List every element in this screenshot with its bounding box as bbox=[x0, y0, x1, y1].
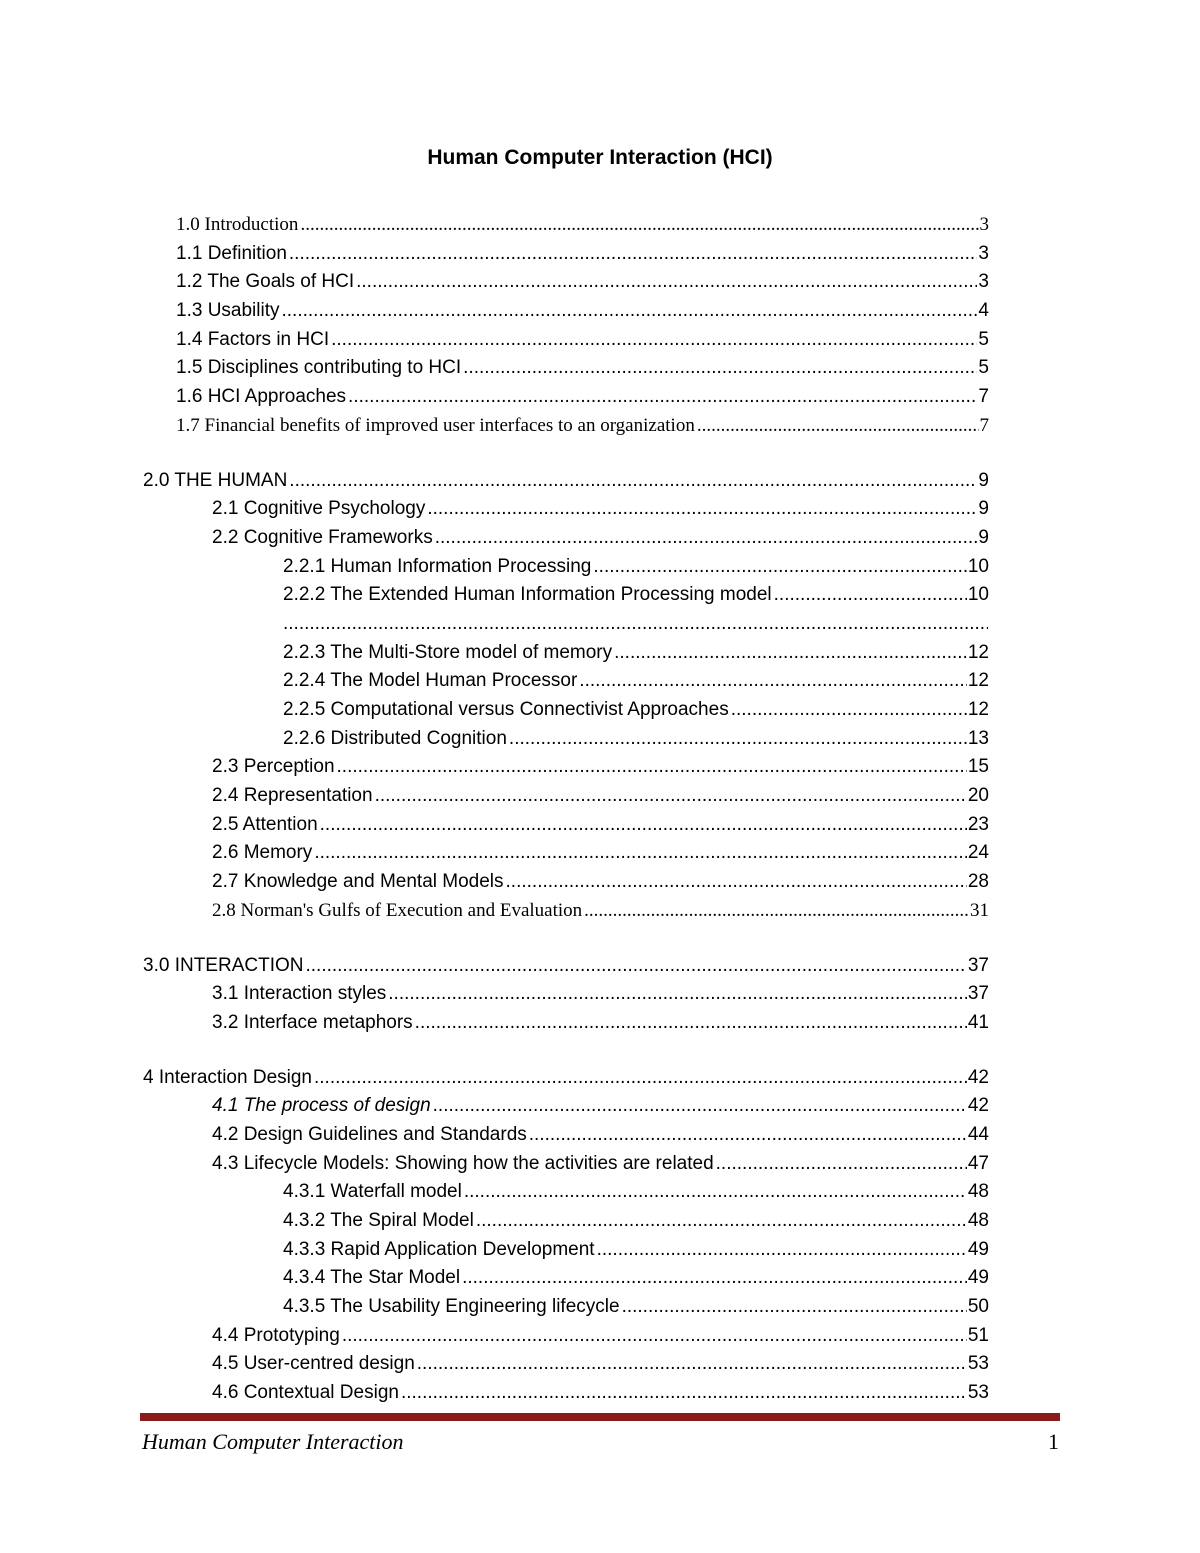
toc-entry-label: 2.6 Memory bbox=[212, 842, 313, 864]
toc-entry[interactable] bbox=[283, 553, 989, 582]
toc-entry-label: 3.2 Interface metaphors bbox=[212, 1011, 413, 1033]
toc-dot-leader bbox=[300, 211, 978, 240]
toc-entry-label: 1.4 Factors in HCI bbox=[176, 328, 330, 350]
toc-entry-label: 2.3 Perception bbox=[212, 756, 335, 778]
toc-entry[interactable] bbox=[143, 952, 989, 981]
toc-entry-label: 1.0 Introduction bbox=[176, 214, 299, 235]
toc-entry[interactable] bbox=[283, 639, 989, 668]
toc-entry-page: 49 bbox=[967, 1238, 989, 1260]
toc-entry-label: 3.0 INTERACTION bbox=[143, 954, 304, 976]
toc-entry-page: 44 bbox=[967, 1123, 989, 1145]
toc-entry-page: 12 bbox=[967, 641, 989, 663]
toc-entry-page: 9 bbox=[978, 469, 989, 491]
toc-dot-leader bbox=[356, 268, 977, 297]
toc-entry-page: 53 bbox=[967, 1382, 989, 1404]
toc-dot-leader bbox=[584, 897, 969, 926]
toc-entry-page: 47 bbox=[967, 1152, 989, 1174]
toc-entry[interactable] bbox=[212, 1350, 989, 1379]
toc-entry-page: 12 bbox=[967, 670, 989, 692]
toc-entry-page: 13 bbox=[967, 727, 989, 749]
toc-dot-leader bbox=[597, 1236, 967, 1265]
toc-entry-page: 48 bbox=[967, 1181, 989, 1203]
table-of-contents bbox=[0, 211, 1200, 1408]
toc-entry[interactable] bbox=[283, 581, 989, 610]
toc-entry-label: 4.3.5 The Usability Engineering lifecycle bbox=[283, 1296, 620, 1318]
toc-entry-label: 1.7 Financial benefits of improved user interfaces to an organization bbox=[176, 414, 695, 436]
toc-entry-page: 3 bbox=[978, 242, 989, 264]
toc-dot-leader bbox=[320, 811, 967, 840]
toc-entry-page: 53 bbox=[967, 1353, 989, 1375]
toc-entry[interactable] bbox=[143, 467, 989, 496]
toc-entry-page: 51 bbox=[967, 1324, 989, 1346]
toc-dot-leader bbox=[348, 383, 977, 412]
toc-entry-label: 2.2 Cognitive Frameworks bbox=[212, 526, 433, 548]
toc-entry[interactable] bbox=[176, 383, 989, 412]
toc-entry-label: 4.3.4 The Star Model bbox=[283, 1267, 461, 1289]
toc-dot-leader bbox=[305, 952, 966, 981]
toc-entry-label: 2.2.6 Distributed Cognition bbox=[283, 727, 507, 749]
toc-entry-label: 2.2.2 The Extended Human Information Processing model bbox=[283, 584, 772, 606]
toc-entry-page: 37 bbox=[967, 983, 989, 1005]
toc-entry[interactable] bbox=[212, 980, 989, 1009]
toc-entry-label: 4.5 User-centred design bbox=[212, 1353, 415, 1375]
toc-entry[interactable] bbox=[176, 211, 989, 240]
toc-section-gap bbox=[0, 1038, 1200, 1064]
toc-dot-leader bbox=[289, 240, 978, 269]
toc-dot-leader bbox=[342, 1322, 967, 1351]
toc-entry[interactable] bbox=[212, 1009, 989, 1038]
toc-dot-leader bbox=[506, 868, 967, 897]
toc-entry-page: 37 bbox=[967, 954, 989, 976]
footer-title: Human Computer Interaction bbox=[142, 1429, 404, 1454]
toc-entry-page: 42 bbox=[967, 1095, 989, 1117]
toc-entry[interactable] bbox=[283, 1264, 989, 1293]
toc-dot-leader bbox=[433, 1092, 967, 1121]
toc-entry-page: 5 bbox=[978, 357, 989, 379]
toc-section-gap bbox=[0, 441, 1200, 467]
toc-dot-leader bbox=[579, 667, 967, 696]
toc-entry-page: 3 bbox=[978, 271, 989, 293]
toc-entry[interactable] bbox=[283, 1293, 989, 1322]
toc-dot-leader bbox=[331, 326, 977, 355]
toc-dot-leader bbox=[731, 696, 967, 725]
toc-entry-label: 4.1 The process of design bbox=[212, 1095, 431, 1117]
toc-dot-leader bbox=[476, 1207, 967, 1236]
toc-dot-leader bbox=[774, 581, 967, 610]
toc-entry-page: 3 bbox=[979, 214, 989, 235]
toc-entry-label: 2.1 Cognitive Psychology bbox=[212, 498, 426, 520]
footer-page-number: 1 bbox=[1048, 1429, 1059, 1454]
toc-entry-label: 2.2.4 The Model Human Processor bbox=[283, 670, 578, 692]
toc-entry-label: 2.2.1 Human Information Processing bbox=[283, 555, 592, 577]
toc-entry-label: 2.2.5 Computational versus Connectivist Approaches bbox=[283, 699, 729, 720]
toc-entry[interactable] bbox=[212, 782, 989, 811]
page-title: Human Computer Interaction (HCI) bbox=[427, 146, 773, 169]
toc-entry[interactable] bbox=[176, 268, 989, 297]
toc-entry-label: 2.0 THE HUMAN bbox=[143, 469, 288, 491]
toc-entry-page: 7 bbox=[978, 386, 989, 408]
toc-dot-leader bbox=[401, 1379, 967, 1408]
toc-dot-leader bbox=[716, 1150, 967, 1179]
toc-entry-page: 15 bbox=[967, 756, 989, 778]
toc-entry[interactable] bbox=[212, 495, 989, 524]
toc-entry-label: 4.3 Lifecycle Models: Showing how the activities are related bbox=[212, 1152, 714, 1174]
toc-entry-label: 4.6 Contextual Design bbox=[212, 1382, 399, 1404]
toc-entry-page: 10 bbox=[967, 555, 989, 577]
toc-entry[interactable] bbox=[212, 1150, 989, 1179]
toc-entry-page: 9 bbox=[978, 526, 989, 548]
toc-dot-leader bbox=[314, 1064, 967, 1093]
toc-dot-leader bbox=[415, 1009, 967, 1038]
toc-entry[interactable] bbox=[212, 839, 989, 868]
toc-entry[interactable] bbox=[212, 753, 989, 782]
toc-section-gap bbox=[0, 926, 1200, 952]
toc-entry[interactable] bbox=[283, 725, 989, 754]
toc-entry-label: 2.7 Knowledge and Mental Models bbox=[212, 871, 504, 893]
toc-dot-leader bbox=[509, 725, 967, 754]
toc-dot-leader bbox=[337, 753, 967, 782]
toc-entry[interactable] bbox=[212, 524, 989, 553]
toc-dot-leader bbox=[529, 1121, 967, 1150]
toc-entry-label: 1.5 Disciplines contributing to HCI bbox=[176, 357, 462, 379]
toc-entry-page: 10 bbox=[967, 584, 989, 606]
toc-entry[interactable] bbox=[212, 897, 989, 926]
toc-entry[interactable] bbox=[176, 354, 989, 383]
toc-entry-page: 4 bbox=[978, 300, 989, 322]
toc-entry-label: 1.6 HCI Approaches bbox=[176, 386, 347, 408]
toc-entry-page: 9 bbox=[978, 498, 989, 520]
toc-entry-page: 50 bbox=[967, 1296, 989, 1318]
toc-entry-label: 1.3 Usability bbox=[176, 300, 280, 322]
footer-divider bbox=[140, 1413, 1060, 1421]
toc-dot-leader bbox=[435, 524, 978, 553]
toc-entry-label: 1.1 Definition bbox=[176, 242, 287, 264]
toc-entry-page: 42 bbox=[967, 1066, 989, 1088]
toc-entry-label: 2.5 Attention bbox=[212, 813, 318, 835]
toc-dot-leader bbox=[622, 1293, 967, 1322]
toc-entry-page: 48 bbox=[967, 1210, 989, 1231]
toc-entry[interactable] bbox=[176, 326, 989, 355]
toc-entry-label: 2.4 Representation bbox=[212, 785, 373, 807]
toc-entry[interactable] bbox=[176, 297, 989, 326]
toc-entry[interactable] bbox=[212, 1092, 989, 1121]
toc-entry[interactable] bbox=[283, 1207, 989, 1236]
toc-entry[interactable] bbox=[212, 811, 989, 840]
toc-entry-page: 41 bbox=[967, 1011, 989, 1033]
toc-entry-page: 12 bbox=[967, 699, 989, 720]
toc-entry-page: 23 bbox=[967, 813, 989, 835]
toc-entry[interactable] bbox=[212, 1322, 989, 1351]
toc-dot-leader bbox=[375, 782, 967, 811]
toc-entry[interactable] bbox=[283, 696, 989, 725]
toc-entry[interactable] bbox=[283, 1236, 989, 1265]
toc-dot-leader bbox=[462, 1264, 967, 1293]
toc-entry-page: 31 bbox=[970, 899, 989, 921]
toc-entry-page: 28 bbox=[967, 871, 989, 893]
toc-entry-page: 49 bbox=[967, 1267, 989, 1289]
toc-entry[interactable] bbox=[176, 412, 989, 441]
toc-entry[interactable] bbox=[212, 1379, 989, 1408]
toc-dot-leader bbox=[464, 1178, 967, 1207]
toc-entry-label: 4.2 Design Guidelines and Standards bbox=[212, 1123, 527, 1145]
toc-entry-label: 4.3.1 Waterfall model bbox=[283, 1181, 462, 1203]
toc-entry-label: 3.1 Interaction styles bbox=[212, 983, 387, 1005]
toc-entry[interactable] bbox=[283, 667, 989, 696]
toc-dot-leader bbox=[614, 639, 967, 668]
toc-entry[interactable] bbox=[143, 1064, 989, 1093]
toc-entry-label: 4.4 Prototyping bbox=[212, 1324, 340, 1346]
toc-entry-label: 1.2 The Goals of HCI bbox=[176, 271, 355, 293]
toc-entry[interactable] bbox=[176, 240, 989, 269]
toc-entry[interactable] bbox=[212, 1121, 989, 1150]
toc-dot-leader bbox=[697, 412, 979, 441]
toc-entry-label: 4 Interaction Design bbox=[143, 1066, 312, 1088]
toc-entry-label: 4.3.3 Rapid Application Development bbox=[283, 1238, 595, 1260]
toc-entry-label: 2.2.3 The Multi-Store model of memory bbox=[283, 641, 613, 663]
toc-entry-page: 24 bbox=[967, 842, 989, 864]
toc-dot-leader bbox=[593, 553, 966, 582]
toc-dot-leader bbox=[314, 839, 967, 868]
toc-dot-leader bbox=[388, 980, 967, 1009]
toc-entry-page: 5 bbox=[978, 328, 989, 350]
toc-entry[interactable] bbox=[283, 610, 989, 639]
toc-entry[interactable] bbox=[283, 1178, 989, 1207]
toc-dot-leader bbox=[427, 495, 977, 524]
toc-entry-page: 7 bbox=[979, 414, 989, 436]
toc-dot-leader bbox=[289, 467, 977, 496]
toc-dot-leader bbox=[282, 297, 978, 326]
toc-entry-page: 20 bbox=[967, 785, 989, 807]
toc-entry-label: 2.8 Norman's Gulfs of Execution and Evaluation bbox=[212, 899, 583, 921]
toc-dot-leader bbox=[463, 354, 977, 383]
toc-dot-leader bbox=[417, 1350, 967, 1379]
toc-entry[interactable] bbox=[212, 868, 989, 897]
toc-entry-label: 4.3.2 The Spiral Model bbox=[283, 1210, 474, 1231]
toc-dot-leader bbox=[283, 610, 988, 639]
